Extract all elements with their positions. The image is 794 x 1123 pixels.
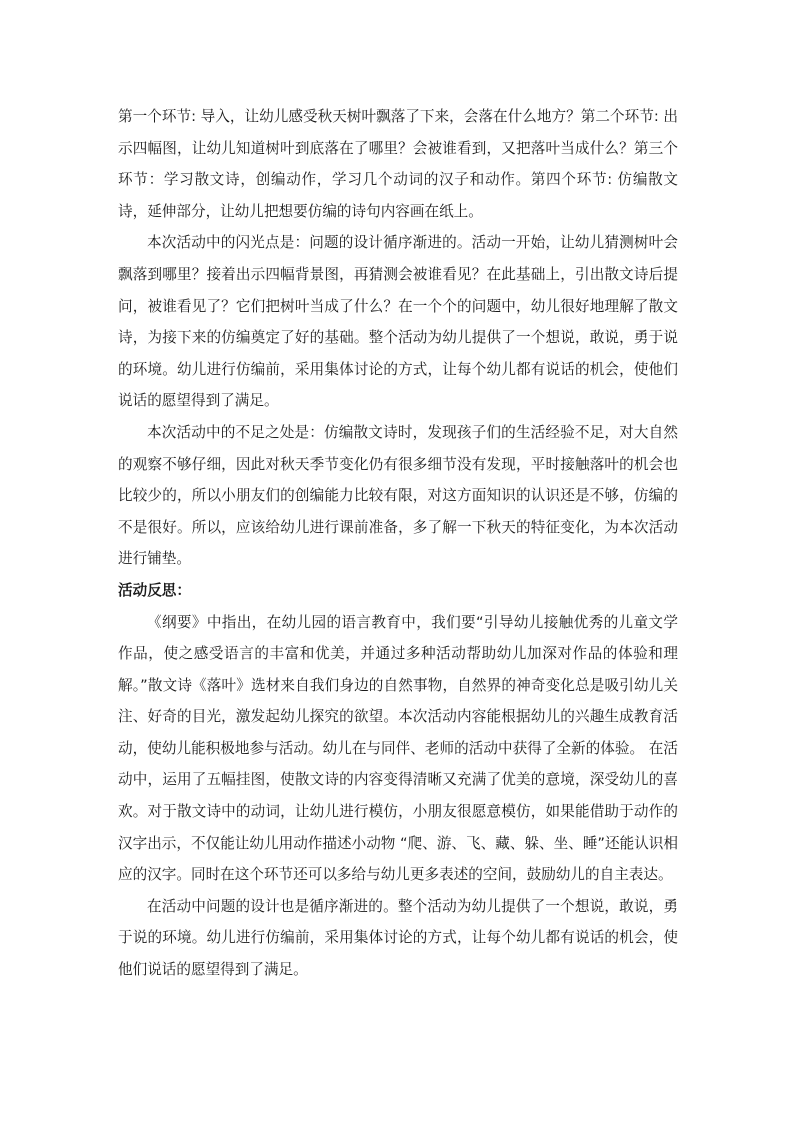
document-page xyxy=(118,101,678,986)
section-heading-reflection: 活动反思： xyxy=(118,581,191,599)
paragraph-shortcomings: 本次活动中的不足之处是：仿编散文诗时，发现孩子们的生活经验不足，对大自然的观察不够仔细，因此对秋天季节变化仍有很多细节没有发现，平时接触落叶的机会也比较少的，所以小朋友们的创编能力比较有限，对这方面知识的认识还是不够，仿编的不是很好。所以，应该给幼儿进行课前准备，多了解一下秋天的特征变化，为本次活动进行铺垫。 xyxy=(118,423,678,568)
paragraph-reflection-guidelines: 《纲要》中指出，在幼儿园的语言教育中，我们要“引导幼儿接触优秀的儿童文学作品，使之感受语言的丰富和优美，并通过多种活动帮助幼儿加深对作品的体验和理解。”散文诗《落叶》选材来自我们身边的自然事物，自然界的神奇变化总是吸引幼儿关注、好奇的目光，激发起幼儿探究的欲望。本次活动内容能根据幼儿的兴趣生成教育活动，使幼儿能积极地参与活动。幼儿在与同伴、老师的活动中获得了全新的体验。 在活动中，运用了五幅挂图，使散文诗的内容变得清晰又充满了优美的意境，深受幼儿的喜欢。对于散文诗中的动词，让幼儿进行模仿，小朋友很愿意模仿，如果能借助于动作的汉字出示，不仅能让幼儿用动作描述小动物 “爬、游、飞、藏、躲、坐、睡”还能认识相应的汉字。同时在这个环节还可以多给与幼儿更多表述的空间，鼓励幼儿的自主表达。 xyxy=(118,613,678,884)
paragraph-activity-steps: 第一个环节: 导入，让幼儿感受秋天树叶飘落了下来，会落在什么地方？第二个环节: 出示四幅图，让幼儿知道树叶到底落在了哪里？会被谁看到，又把落叶当成什么？第三个环节：学习散文诗，创编动作，学习几个动词的汉子和动作。第四个环节: 仿编散文诗，延伸部分，让幼儿把想要仿编的诗句内容画在纸上。 xyxy=(118,108,678,220)
paragraph-highlights: 本次活动中的闪光点是：问题的设计循序渐进的。活动一开始，让幼儿猜测树叶会飘落到哪里？接着出示四幅背景图，再猜测会被谁看见？在此基础上，引出散文诗后提问，被谁看见了？它们把树叶当成了什么？在一个个的问题中，幼儿很好地理解了散文诗，为接下来的仿编奠定了好的基础。整个活动为幼儿提供了一个想说，敢说，勇于说的环境。幼儿进行仿编前，采用集体讨论的方式，让每个幼儿都有说话的机会，使他们说话的愿望得到了满足。 xyxy=(118,234,678,410)
paragraph-reflection-questions: 在活动中问题的设计也是循序渐进的。整个活动为幼儿提供了一个想说，敢说，勇于说的环境。幼儿进行仿编前，采用集体讨论的方式，让每个幼儿都有说话的机会，使他们说话的愿望得到了满足。 xyxy=(118,897,678,979)
